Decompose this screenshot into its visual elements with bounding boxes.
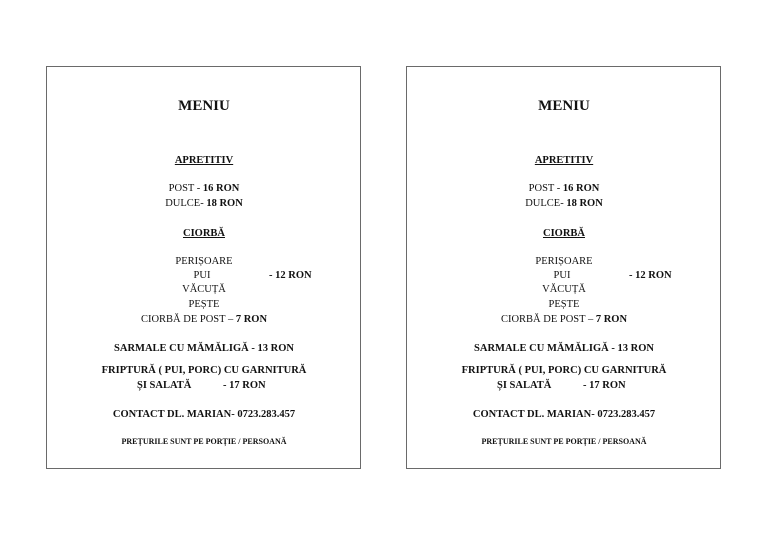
contact-line: CONTACT DL. MARIAN- 0723.283.457 xyxy=(112,409,296,420)
appetizer-post-price: 16 RON xyxy=(202,183,240,194)
soup-item: PERIȘOARE xyxy=(535,256,593,267)
roast-line: FRIPTURĂ ( PUI, PORC) CU GARNITURĂ xyxy=(101,365,307,376)
appetizer-heading: APRETITIV xyxy=(174,155,234,166)
appetizer-post-label: POST - xyxy=(168,183,203,194)
roast-line: FRIPTURĂ ( PUI, PORC) CU GARNITURĂ xyxy=(461,365,667,376)
soup-item: PEȘTE xyxy=(188,299,220,310)
appetizer-sweet-price: 18 RON xyxy=(206,198,243,209)
soup-fasting xyxy=(501,315,627,326)
soup-item: VĂCUȚĂ xyxy=(182,284,226,295)
roast-salad-price: - 17 RON xyxy=(223,380,266,391)
soup-heading: CIORBĂ xyxy=(542,228,586,239)
roast-salad-label: ȘI SALATĂ xyxy=(497,380,552,391)
soup-item: PUI xyxy=(553,270,571,281)
appetizer-sweet-label: DULCE- xyxy=(525,198,567,209)
soup-fasting-label: CIORBĂ DE POST – xyxy=(500,314,596,325)
price-note: PREȚURILE SUNT PE PORȚIE / PERSOANĂ xyxy=(481,437,647,446)
soup-fasting-price: 7 RON xyxy=(235,314,268,325)
soup-fasting-price: 7 RON xyxy=(595,314,628,325)
soup-fasting-label: CIORBĂ DE POST – xyxy=(140,314,236,325)
appetizer-heading: APRETITIV xyxy=(534,155,594,166)
sarmale-line: SARMALE CU MĂMĂLIGĂ - 13 RON xyxy=(114,343,294,354)
appetizer-sweet xyxy=(165,199,243,210)
appetizer-sweet xyxy=(525,199,603,210)
appetizer-post xyxy=(169,184,240,195)
soup-group-price: - 12 RON xyxy=(269,270,312,281)
roast-salad-label: ȘI SALATĂ xyxy=(137,380,192,391)
soup-item: VĂCUȚĂ xyxy=(542,284,586,295)
price-note: PREȚURILE SUNT PE PORȚIE / PERSOANĂ xyxy=(121,437,287,446)
soup-item: PERIȘOARE xyxy=(175,256,233,267)
soup-group-price: - 12 RON xyxy=(629,270,672,281)
appetizer-post-label: POST - xyxy=(528,183,563,194)
appetizer-post-price: 16 RON xyxy=(562,183,600,194)
menu-card-right xyxy=(406,66,721,469)
soup-item: PUI xyxy=(193,270,211,281)
appetizer-post xyxy=(529,184,600,195)
menu-title: MENIU xyxy=(538,98,590,114)
roast-salad-price: - 17 RON xyxy=(583,380,626,391)
appetizer-sweet-label: DULCE- xyxy=(165,198,207,209)
soup-fasting xyxy=(141,315,267,326)
menu-card-left xyxy=(46,66,361,469)
soup-item: PEȘTE xyxy=(548,299,580,310)
soup-heading: CIORBĂ xyxy=(182,228,226,239)
sarmale-line: SARMALE CU MĂMĂLIGĂ - 13 RON xyxy=(474,343,654,354)
menu-title: MENIU xyxy=(178,98,230,114)
contact-line: CONTACT DL. MARIAN- 0723.283.457 xyxy=(472,409,656,420)
appetizer-sweet-price: 18 RON xyxy=(566,198,603,209)
